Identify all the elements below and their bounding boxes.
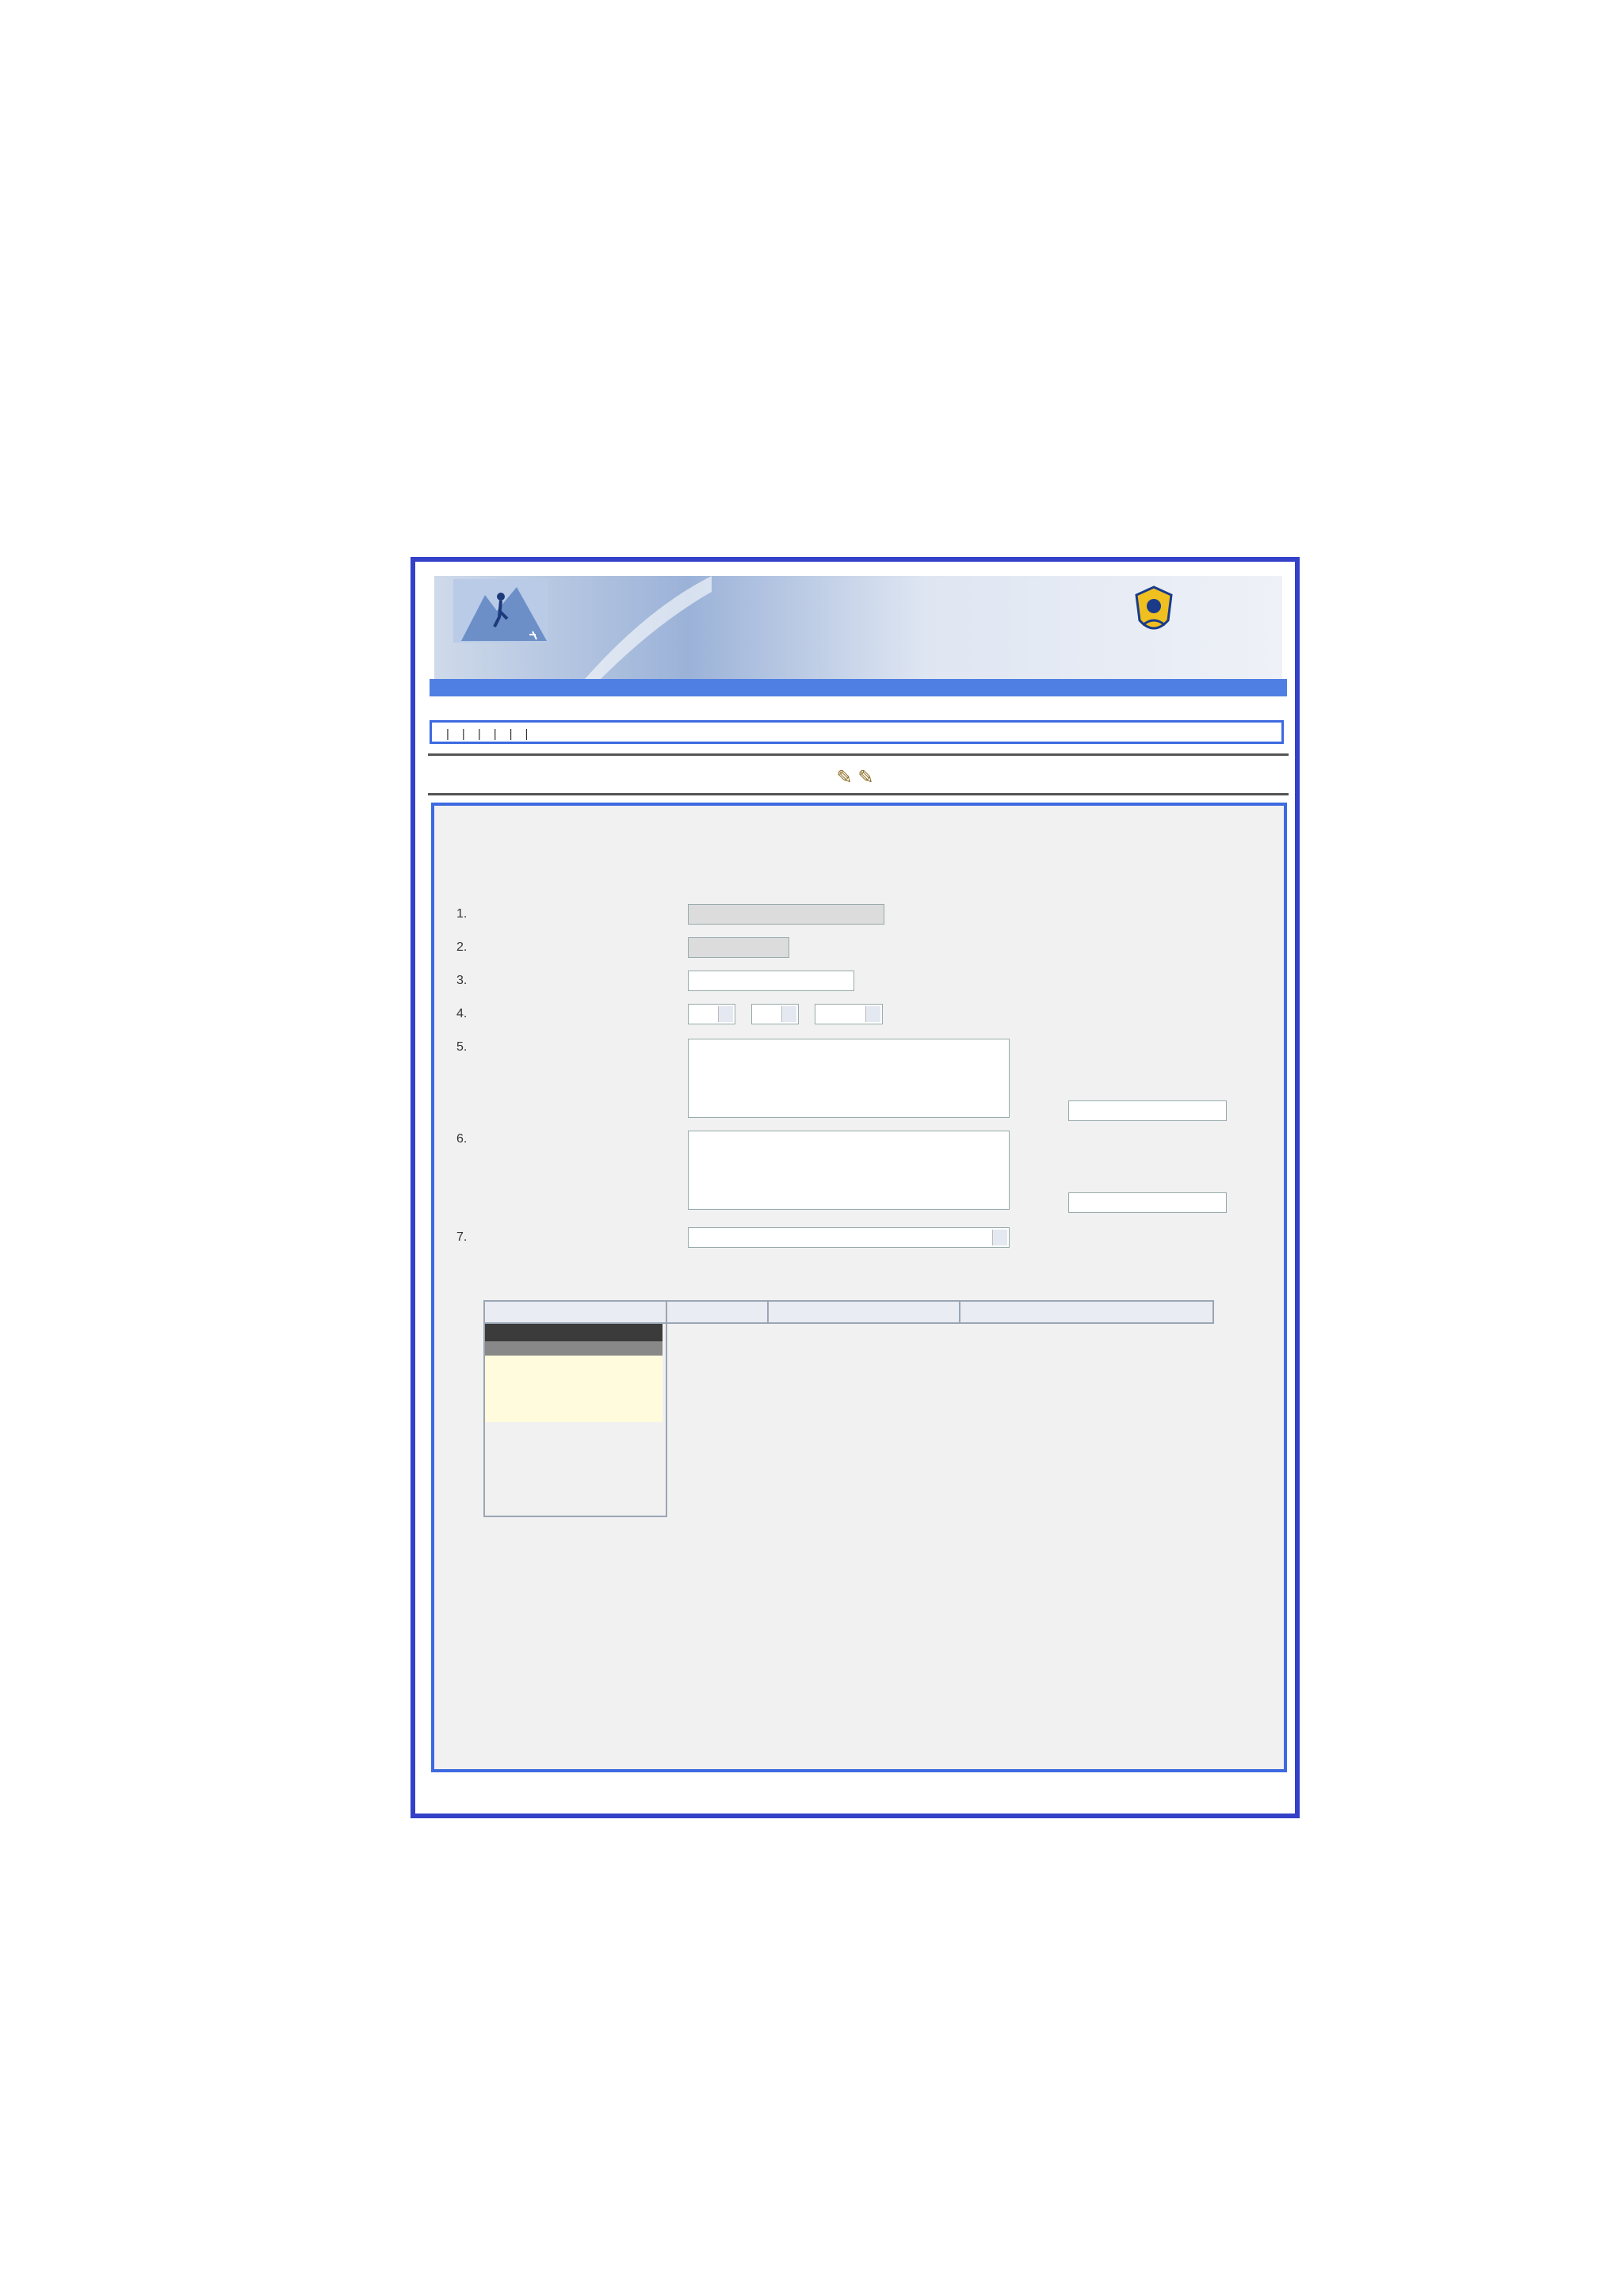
- telp-asal-field[interactable]: [1068, 1100, 1227, 1121]
- header-tempat-ujian: [960, 1301, 1213, 1323]
- calendar-next-month[interactable]: [637, 1324, 663, 1341]
- calendar-dow: [536, 1341, 561, 1356]
- divider: [428, 793, 1289, 795]
- nama-mahasiswa-field[interactable]: [688, 904, 884, 925]
- calendar-dow: [485, 1341, 510, 1356]
- header-pukul: [666, 1301, 768, 1323]
- form-title: [415, 766, 1295, 789]
- calendar-dow: [586, 1341, 612, 1356]
- university-emblem-icon: [1132, 584, 1176, 639]
- date-calendar: [485, 1324, 663, 1422]
- calendar-day[interactable]: [586, 1356, 612, 1378]
- calendar-dow: [637, 1341, 663, 1356]
- calendar-day[interactable]: [510, 1378, 536, 1400]
- calendar-day[interactable]: [485, 1356, 510, 1378]
- calendar-day[interactable]: [586, 1400, 612, 1422]
- calendar-day[interactable]: [637, 1356, 663, 1378]
- nav-menu: | | | | | |: [430, 720, 1284, 744]
- calendar-day[interactable]: [612, 1356, 637, 1378]
- calendar-day[interactable]: [510, 1356, 536, 1378]
- calendar-day[interactable]: [561, 1378, 586, 1400]
- climber-logo-icon: [453, 579, 548, 643]
- header-hari-tanggal: [484, 1301, 666, 1323]
- pencil-icon: ✎: [857, 767, 874, 788]
- calendar-day[interactable]: [510, 1400, 536, 1422]
- tanggal-lahir-month-select[interactable]: [751, 1004, 799, 1024]
- swoosh-icon: [585, 576, 712, 679]
- calendar-dow: [561, 1341, 586, 1356]
- calendar-day[interactable]: [637, 1378, 663, 1400]
- calendar-month-title: [510, 1324, 637, 1341]
- calendar-day[interactable]: [561, 1400, 586, 1422]
- calendar-dow: [612, 1341, 637, 1356]
- nomor-mahasiswa-field[interactable]: [688, 937, 789, 958]
- calendar-day[interactable]: [536, 1356, 561, 1378]
- calendar-cell: [484, 1323, 666, 1516]
- welcome-bar: [1265, 818, 1271, 831]
- calendar-day[interactable]: [536, 1400, 561, 1422]
- pencil-icon: ✎: [836, 767, 853, 788]
- calendar-day[interactable]: [561, 1356, 586, 1378]
- calendar-day[interactable]: [612, 1400, 637, 1422]
- calendar-day[interactable]: [485, 1378, 510, 1400]
- calendar-prev-month[interactable]: [485, 1324, 510, 1341]
- tanggal-lahir-day-select[interactable]: [688, 1004, 735, 1024]
- address-bar: [430, 679, 1287, 696]
- figure-screenshot: [411, 557, 1300, 1818]
- form-panel: 1. 2. 3. 4. 5. 6. 7.: [431, 803, 1287, 1772]
- calendar-dow: [510, 1341, 536, 1356]
- tempat-lahir-field[interactable]: [688, 971, 854, 991]
- calendar-day[interactable]: [536, 1378, 561, 1400]
- header-nama-no-mhs: [768, 1301, 960, 1323]
- calendar-day[interactable]: [612, 1378, 637, 1400]
- divider: [428, 753, 1289, 756]
- alamat-asal-textarea[interactable]: [688, 1039, 1010, 1118]
- tanggal-lahir-year-select[interactable]: [815, 1004, 883, 1024]
- telp-yogyakarta-field[interactable]: [1068, 1192, 1227, 1213]
- dosen-pembimbing-select[interactable]: [688, 1227, 1010, 1248]
- schedule-table: [483, 1300, 1214, 1517]
- header-banner: [434, 576, 1282, 679]
- alamat-yogyakarta-textarea[interactable]: [688, 1131, 1010, 1210]
- calendar-day[interactable]: [637, 1400, 663, 1422]
- calendar-day[interactable]: [485, 1400, 510, 1422]
- calendar-day[interactable]: [586, 1378, 612, 1400]
